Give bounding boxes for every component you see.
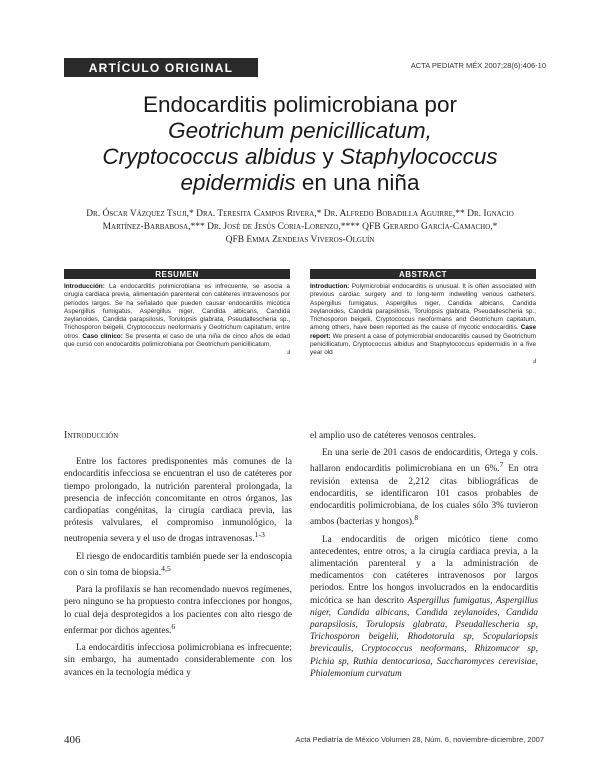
title-conjunction: y — [316, 144, 341, 169]
title-line-1: Endocarditis polimicrobiana por — [143, 92, 457, 117]
body-left-column — [64, 430, 292, 684]
resumen-case-text: Se presenta el caso de una niña de cinco años de edad que cursó con endocarditis polimicrobiana por Geotrichum penicillicatum, — [64, 332, 291, 349]
title-line-4 — [40, 170, 560, 196]
author-line-1: Dr. Óscar Vázquez Tsuji,* Dra. Teresita Campos Rivera,* Dr. Alfredo Bobadilla Aguirre,** Dr. Ignacio — [86, 209, 514, 219]
title-line-4-rest: en una niña — [295, 170, 420, 195]
footer-journal: Acta Pediatría de México Volumen 28, Núm. 6, noviembre-diciembre, 2007 — [295, 735, 544, 744]
section-title-introduccion: Introducción — [64, 430, 119, 441]
abstract-intro-label: Introduction: — [310, 283, 350, 290]
author-list — [60, 208, 540, 247]
abstract-continue-mark: Ⅎ — [532, 358, 536, 365]
title-line-2: Geotrichum penicillicatum, — [168, 118, 432, 143]
abstract-text — [310, 283, 536, 366]
title-line-3 — [40, 144, 560, 170]
page-number: 406 — [64, 734, 81, 746]
body-paragraph: Para la profilaxis se han recomendado nuevos regímenes, pero ninguno se ha propuesto contra infecciones por hongos, lo cual deja desprotegidos a los pacientes con alto riesgo de enfermar por dichos agentes.$^6$ — [64, 585, 292, 636]
resumen-text — [64, 283, 290, 358]
body-paragraph: En una serie de 201 casos de endocarditis, Ortega y cols. hallaron endocarditis polimicrobiana en un 6%.$^7$ En otra revisión extensa de 2,212 citas bibliográficas de endocarditis, se identificaron 101 casos probables de endocarditis polimicrobiana, de los cuales sólo 3% tuvieron ambos (bacterias y hongos).$^8$ — [310, 448, 538, 528]
author-line-2: Martínez-Barbabosa,*** Dr. José de Jesús Coria-Lorenzo,**** QFB Gerardo García-Camacho,* — [102, 222, 498, 232]
citation: 6 — [171, 621, 176, 631]
body-right-column — [310, 430, 538, 685]
author-line-3: QFB Emma Zendejas Viveros-Olguín — [225, 235, 375, 245]
body-paragraph: La endocarditis de origen micótico tiene como antecedentes, entre otros, a la cirugía cardiaca previa, a la alimentación parenteral y a la administración de medicamentos con catéteres intravenosos por largos periodos. Entre los hongos involucrados en la endocarditis micótica se han descrito Aspergillus fumigatus, Aspergillus niger, Candida albicans, Candida zeylanoides, Candida parapsilosis, Torulopsis glabrata, Pseudallescheria sp, Trichosporon beigelii, Rhodotorula sp, Scopulariopsis brevicaulis, Cryptococcus neoformans, Rhizomucor sp, Pichia sp, Ruthia dentocariosa, Saccharomyces cerevisiae, Phialemonium curvatum — [310, 534, 539, 679]
section-tag: ARTÍCULO ORIGINAL — [64, 58, 258, 77]
body-paragraph: el amplio uso de catéteres venosos centrales. — [310, 431, 476, 441]
organism-list: Aspergillus fumigatus, Aspergillus niger, Candida albicans, Candida zeylanoides, Candida parapsilosis, Torulopsis glabrata, Pseudallescheria sp, Trichosporon beigelii, Rhodotorula sp, Scopulariopsis brevicaulis, Cryptococcus neoformans, Rhizomucor sp, Pichia sp, Ruthia dentocariosa, Saccharomyces cerevisiae, Phialemonium curvatum — [310, 595, 539, 679]
body-paragraph: La endocarditis infecciosa polimicrobiana es infrecuente; sin embargo, ha aumentado considerablemente con los avances en la tecnología médica y — [64, 643, 292, 678]
article-title — [40, 92, 560, 196]
title-organism-staphylococcus: Staphylococcus — [340, 144, 498, 169]
abstract-header: ABSTRACT — [310, 269, 536, 279]
abstract-intro-text: Polymicrobial endocarditis is unusual. It is often associated with previous cardiac surgery and to long-term indwelling venous catheters. Aspergillus fumigatus, Aspergillus niger, Candida albicans, Candida zeylanoides, Candida parapsilosis, Torulopsis glabrata, Pseudallescheria sp., Trichosporon beigelii, Cryptococcus neoformans and Geotrichum capitatum, among others, have been reported as the cause of mycotic endocarditis. — [310, 283, 536, 332]
citation: 1-3 — [254, 530, 265, 540]
resumen-case-label: Caso clínico: — [82, 332, 123, 340]
citation: 7 — [499, 460, 504, 470]
abstract-case-label: Case report: — [310, 324, 536, 340]
body-paragraph: El riesgo de endocarditis también puede ser la endoscopia con o sin toma de biopsia.$^{4,5}$ — [64, 551, 292, 579]
title-organism-epidermidis: epidermidis — [180, 170, 296, 195]
resumen-header: RESUMEN — [64, 269, 290, 279]
journal-reference: ACTA PEDIATR MÉX 2007;28(6):406-10 — [410, 61, 546, 70]
resumen-continue-mark: Ⅎ — [286, 350, 290, 357]
citation: 8 — [414, 513, 419, 523]
title-organism-cryptococcus: Cryptococcus albidus — [102, 144, 317, 169]
body-paragraph: Entre los factores predisponentes más comunes de la endocarditis infecciosa se encuentran el uso de catéteres por tiempo prolongado, la nutrición parenteral prolongada, la presencia de infección concomitante en otros órganos, las cardiopatías congénitas, la cirugía cardiaca previa, las prótesis valvulares, el compromiso inmunológico, la neutropenia severa y el uso de drogas intravenosas.$^{1-3}$ — [64, 457, 292, 545]
resumen-intro-label: Introducción: — [64, 283, 105, 290]
resumen-intro-text: La endocarditis polimicrobiana es infrecuente, se asocia a cirugía cardiaca previa, alimentación parenteral con catéteres intravenosos por periodos largos. Se ha señalado que pueden causar endocarditis micótica Aspergillus fumigatus, Aspergillus niger, Candida albicans, Candida zeylanoides, Candida parapsilosis, Torulopsis glabrata, Pseudallescheria sp., Trichosporon beigelii, Cryptococcus neoformans y Geotrichum capitatum, entre otros. — [64, 283, 290, 340]
abstract-case-text: We present a case of polymicrobial endocarditis caused by Geotrichum penicillicatum, Cryptococcus albidus and Staphylococcus epidermidis in a five year old — [310, 332, 536, 357]
citation: 4,5 — [161, 563, 171, 573]
